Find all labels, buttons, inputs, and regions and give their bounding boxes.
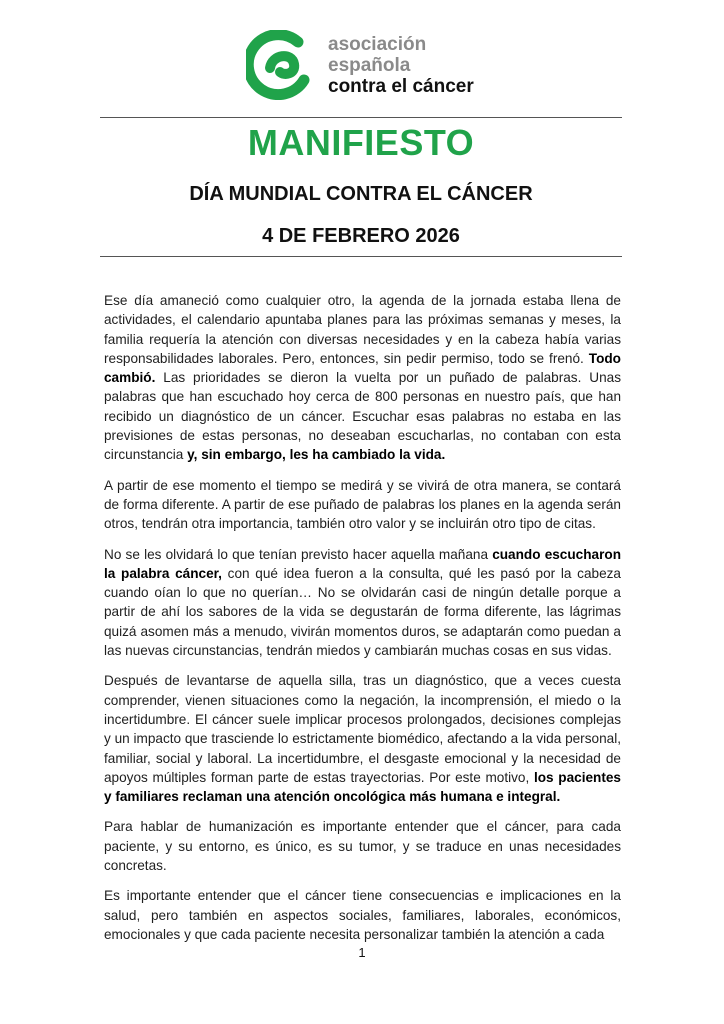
- document-subtitle: DÍA MUNDIAL CONTRA EL CÁNCER: [189, 183, 533, 205]
- document-title: MANIFIESTO: [247, 122, 475, 163]
- aecc-logo-icon: [246, 30, 316, 100]
- document-date: 4 DE FEBRERO 2026: [262, 225, 460, 247]
- paragraph-4: Después de levantarse de aquella silla, tras un diagnóstico, que a veces cuesta comprender, vienen situaciones como la negación, la incomprensión, el miedo o la incertidumbre. El cáncer suele implicar procesos prolongados, decisiones complejas y un impacto que trasciende lo estrictamente biomédico, afectando a la vida personal, familiar, social y laboral. La incertidumbre, el desgaste emocional y la necesidad de apoyos múltiples forman parte de estas trayectorias. Por este motivo, los pacientes y familiares reclaman una atención oncológica más humana e integral.: [104, 673, 621, 805]
- emphasis: los pacientes y familiares reclaman una atención oncológica más humana e integral.: [104, 769, 621, 805]
- manifesto-body: [104, 291, 621, 955]
- paragraph-5: Para hablar de humanización es importante entender que el cáncer, para cada paciente, y su entorno, es único, es su tumor, y se traduce en unas necesidades concretas.: [104, 819, 621, 874]
- paragraph-6: Es importante entender que el cáncer tiene consecuencias e implicaciones en la salud, pero también en aspectos sociales, familiares, laborales, económicos, emocionales y que cada paciente necesita personalizar también la atención a cada: [104, 888, 621, 942]
- page-number: 1: [358, 945, 366, 960]
- top-divider: [100, 117, 622, 118]
- emphasis: cuando escucharon la palabra cáncer,: [104, 546, 621, 581]
- emphasis: Todo cambió.: [104, 350, 621, 386]
- paragraph-2: A partir de ese momento el tiempo se medirá y se vivirá de otra manera, se contará de forma diferente. A partir de ese puñado de palabras los planes en la agenda serán otros, tendrán otra importancia, también otro valor y se incluirán otro tipo de citas.: [104, 477, 621, 532]
- emphasis: y, sin embargo, les ha cambiado la vida.: [187, 447, 446, 463]
- logo-line-3: contra el cáncer: [328, 76, 474, 97]
- logo-line-2: española: [328, 55, 411, 76]
- bottom-divider: [100, 256, 622, 257]
- logo-line-1: asociación: [328, 34, 427, 55]
- paragraph-3: No se les olvidará lo que tenían previsto hacer aquella mañana cuando escucharon la palabra cáncer, con qué idea fueron a la consulta, qué les pasó por la cabeza cuando oían lo que no querían… No se olvidarán casi de ningún detalle porque a partir de ahí los sabores de la vida se degustarán de forma diferente, las lágrimas quizá asomen más a menudo, vivirán momentos duros, se adaptarán como puedan a las nuevas circunstancias, tendrán miedos y cambiarán muchas cosas en sus vidas.: [104, 546, 621, 659]
- paragraph-1: Ese día amaneció como cualquier otro, la agenda de la jornada estaba llena de actividades, el calendario apuntaba planes para las próximas semanas y meses, la familia requería la atención con diversas necesidades y en la cabeza había varias responsabilidades laborales. Pero, entonces, sin pedir permiso, todo se frenó. Todo cambió. Las prioridades se dieron la vuelta por un puñado de palabras. Unas palabras que han escuchado hoy cerca de 800 personas en nuestro país, que han recibido un diagnóstico de un cáncer. Escuchar esas palabras no estaba en las previsiones de estas personas, no deseaban escucharlas, no contaban con esta circunstancia y, sin embargo, les ha cambiado la vida.: [104, 293, 621, 463]
- aecc-logo: [246, 30, 486, 100]
- logo-wordmark: [328, 34, 474, 97]
